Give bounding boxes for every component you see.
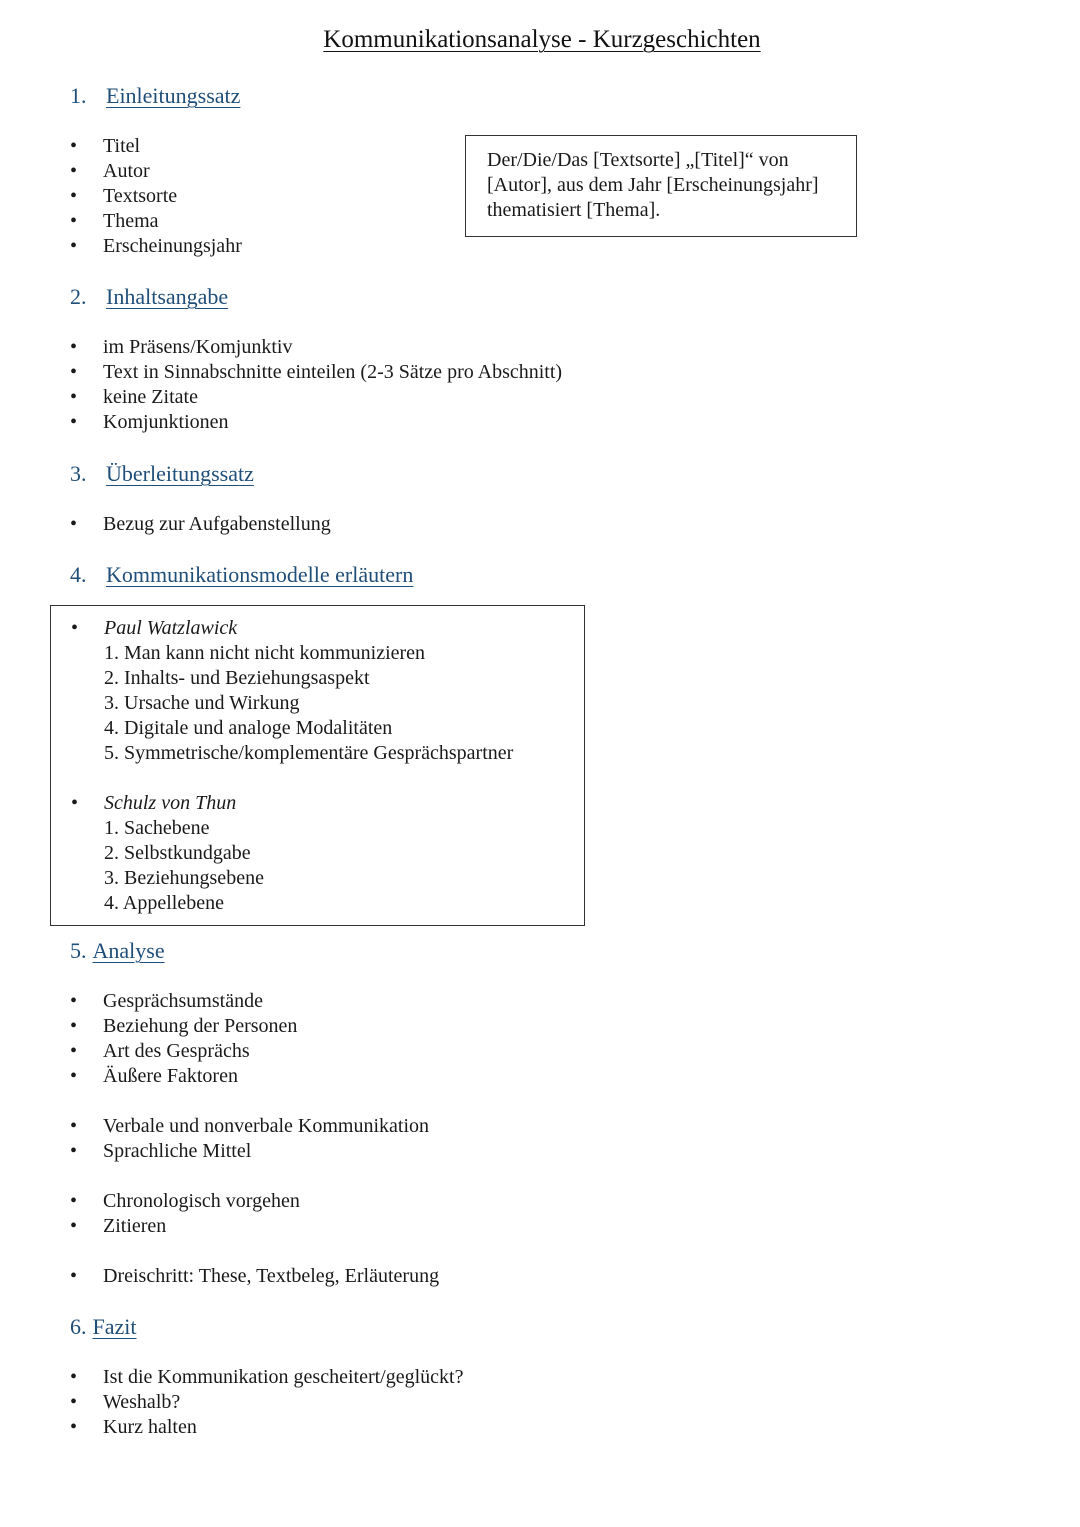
list-item: • Titel [70,134,242,159]
list-item: • Text in Sinnabschnitte einteilen (2-3 Sätze pro Abschnitt) [70,360,562,385]
list-item: • Weshalb? [70,1390,463,1415]
list-item: • Äußere Faktoren [70,1064,439,1089]
list-item: • Ist die Kommunikation gescheitert/geglückt? [70,1365,463,1390]
section-heading-ueberleitungssatz [70,461,254,487]
kommunikationsmodelle-box [50,605,585,926]
inhaltsangabe-list [70,335,562,435]
section-number: 6. [70,1314,87,1339]
model-name: • Schulz von Thun [104,792,237,814]
model-point: 1. Man kann nicht nicht kommunizieren [104,642,426,664]
section-number: 3. [70,461,87,486]
section-title: Kommunikationsmodelle erläutern [106,562,414,587]
einleitungssatz-list [70,134,242,259]
model-list [71,616,513,916]
list-item: • Beziehung der Personen [70,1014,439,1039]
model-name: • Paul Watzlawick [104,617,238,639]
model-point: 4. Digitale und analoge Modalitäten [104,717,393,739]
model-point: 2. Selbstkundgabe [104,842,251,864]
model-points [104,641,513,766]
model-point: 2. Inhalts- und Beziehungsaspekt [104,667,370,689]
section-title: Fazit [92,1314,137,1339]
page-title: Kommunikationsanalyse - Kurzgeschichten [323,26,761,53]
section-number: 5. [70,938,87,963]
list-item: • Art des Gesprächs [70,1039,439,1064]
section-heading-analyse [70,938,165,964]
list-item: • Bezug zur Aufgabenstellung [70,512,331,537]
list-item: • Kurz halten [70,1415,463,1440]
list-item: • keine Zitate [70,385,562,410]
section-heading-inhaltsangabe [70,284,228,310]
section-heading-fazit [70,1314,137,1340]
list-item: • Verbale und nonverbale Kommunikation [70,1114,439,1139]
section-number: 4. [70,562,87,587]
list-item: • Dreischritt: These, Textbeleg, Erläuterung [70,1264,439,1289]
section-heading-einleitungssatz [70,83,240,109]
analyse-list [70,989,439,1289]
list-item: • Zitieren [70,1214,439,1239]
list-item: • im Präsens/Komjunktiv [70,335,562,360]
fazit-list [70,1365,463,1440]
einleitungssatz-template-box: Der/Die/Das [Textsorte] „[Titel]“ von [Autor], aus dem Jahr [Erscheinungsjahr] thematisiert [Thema]. [465,135,857,237]
list-item: • Textsorte [70,184,242,209]
section-heading-kommunikationsmodelle [70,562,413,588]
model-point: 1. Sachebene [104,817,210,839]
list-item: • Komjunktionen [70,410,562,435]
list-item: • Sprachliche Mittel [70,1139,439,1164]
list-item: • Chronologisch vorgehen [70,1189,439,1214]
section-title: Analyse [92,938,165,963]
ueberleitungssatz-list [70,512,331,537]
list-item: • Thema [70,209,242,234]
model-schulz-von-thun [71,791,513,916]
model-watzlawick [71,616,513,766]
list-item: • Erscheinungsjahr [70,234,242,259]
model-point: 5. Symmetrische/komplementäre Gesprächspartner [104,742,514,764]
section-title: Einleitungssatz [106,83,241,108]
section-number: 2. [70,284,87,309]
section-number: 1. [70,83,87,108]
model-point: 3. Ursache und Wirkung [104,692,300,714]
model-point: 4. Appellebene [104,892,224,914]
section-title: Inhaltsangabe [106,284,229,309]
list-item: • Gesprächsumstände [70,989,439,1014]
list-item: • Autor [70,159,242,184]
model-point: 3. Beziehungsebene [104,867,264,889]
section-title: Überleitungssatz [106,461,254,486]
model-points [104,816,513,916]
